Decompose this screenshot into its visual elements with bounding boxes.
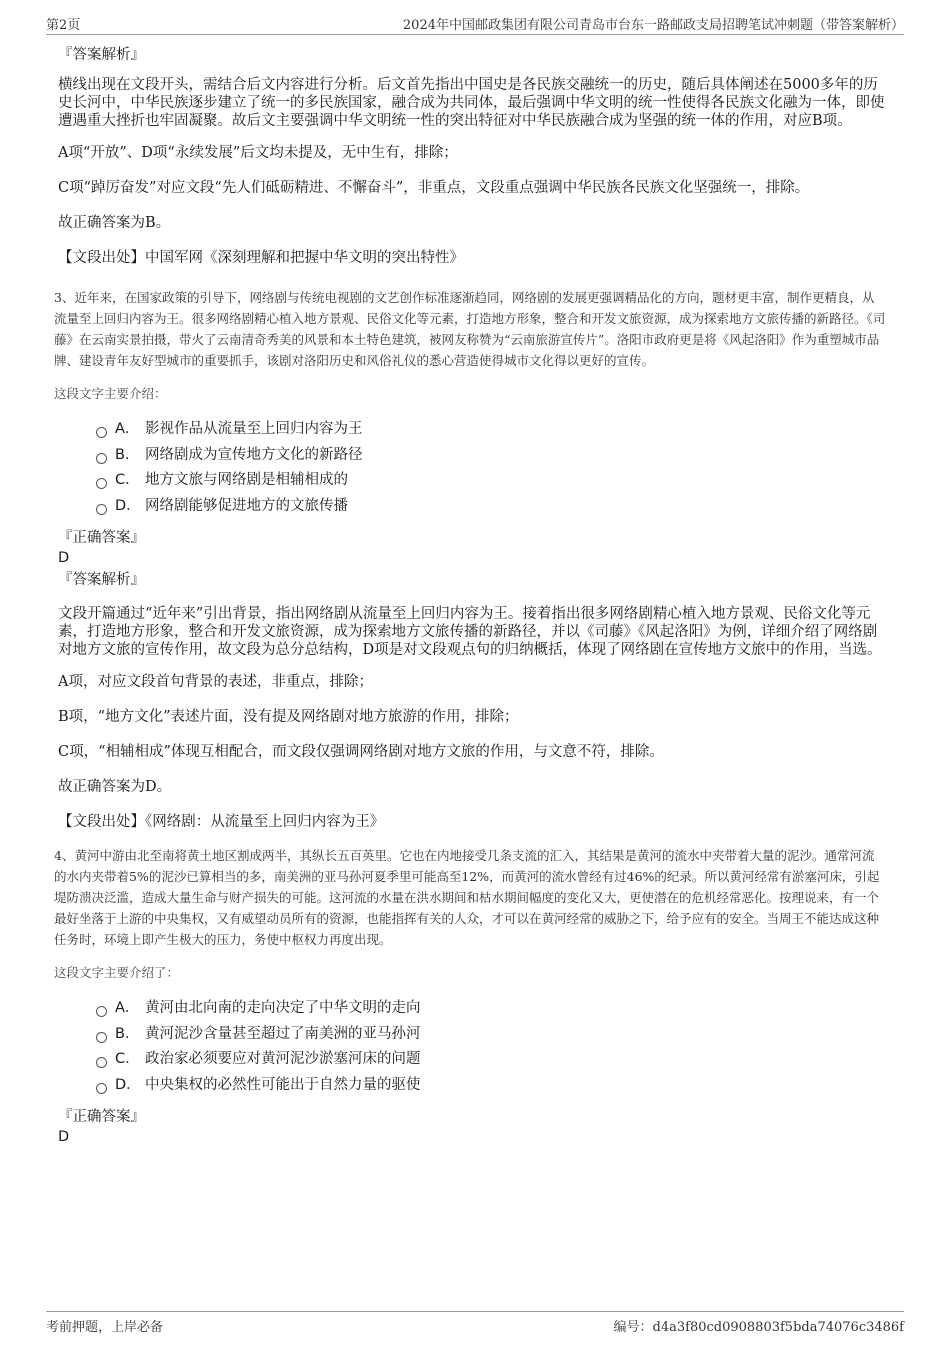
correct-answer-label: 『正确答案』 <box>58 530 145 546</box>
analysis-label: 『答案解析』 <box>58 572 145 588</box>
question-4-options <box>96 996 886 1098</box>
page-header <box>46 14 904 35</box>
radio-icon[interactable] <box>96 1006 107 1017</box>
option-letter: D． <box>115 497 141 514</box>
option-text: 影视作品从流量至上回归内容为王 <box>145 421 363 437</box>
option-d[interactable] <box>96 1073 886 1099</box>
radio-icon[interactable] <box>96 1032 107 1043</box>
option-a[interactable] <box>96 417 886 443</box>
radio-icon[interactable] <box>96 478 107 489</box>
question-4-prompt: 这段文字主要介绍了： <box>54 965 180 980</box>
source-citation: 【文段出处】中国军网《深刻理解和把握中华文明的突出特性》 <box>58 250 464 266</box>
question-4-text: 4、黄河中游由北至南将黄土地区割成两半，其纵长五百英里。它也在内地接受几条支流的汇入，其结果是黄河的流水中夹带着大量的泥沙。通常河流的水内夹带着5%的泥沙已算相当的多，南美洲的亚马孙河夏季里可能高至12%，而黄河的流水曾经有过46%的纪录。所以黄河经常有淤塞河床，引起堤防溃决泛滥，造成大量生命与财产损失的可能。这河流的水量在洪水期间和枯水期间幅度的变化又大，更使潜在的危机经常恶化。按理说来，有一个最好坐落于上游的中央集权，又有威望动员所有的资源，也能指挥有关的人众，才可以在黄河经常的威胁之下，给予应有的安全。当周王不能达成这种任务时，环境上即产生极大的压力，务使中枢权力再度出现。 <box>54 848 880 947</box>
page-number: 第2页 <box>46 18 81 33</box>
option-letter: C． <box>115 472 140 488</box>
option-letter: A． <box>115 421 140 437</box>
analysis-paragraph: B项，“地方文化”表述片面，没有提及网络剧对地方旅游的作用，排除； <box>58 709 519 725</box>
option-c[interactable] <box>96 1047 886 1073</box>
analysis-paragraph: 故正确答案为D。 <box>58 779 172 795</box>
document-id: 编号：d4a3f80cd0908803f5bda74076c3486f <box>613 1320 904 1335</box>
correct-answer: D <box>58 550 70 566</box>
radio-icon[interactable] <box>96 453 107 464</box>
analysis-paragraph: 横线出现在文段开头，需结合后文内容进行分析。后文首先指出中国史是各民族交融统一的历史，随后具体阐述在5000多年的历史长河中，中华民族逐步建立了统一的多民族国家，融合成为共同体，最后强调中华文明的统一性使得各民族文化融为一体，即使遭遇重大挫折也牢固凝聚。故后文主要强调中华文明统一性的突出特征对中华民族融合成为坚强的统一体的作用，对应B项。 <box>58 77 885 129</box>
option-a[interactable] <box>96 996 886 1022</box>
page-content <box>54 38 886 1146</box>
option-c[interactable] <box>96 468 886 494</box>
option-letter: B． <box>115 446 140 463</box>
option-b[interactable] <box>96 443 886 469</box>
analysis-paragraph: C项，“相辅相成”体现互相配合，而文段仅强调网络剧对地方文旅的作用，与文意不符，排除。 <box>58 744 664 760</box>
option-text: 地方文旅与网络剧是相辅相成的 <box>145 472 348 488</box>
option-text: 中央集权的必然性可能出于自然力量的驱使 <box>145 1076 421 1093</box>
option-letter: A． <box>115 1000 140 1016</box>
option-letter: D． <box>115 1076 141 1093</box>
radio-icon[interactable] <box>96 427 107 438</box>
option-b[interactable] <box>96 1022 886 1048</box>
page-footer <box>46 1311 904 1334</box>
document-title: 2024年中国邮政集团有限公司青岛市台东一路邮政支局招聘笔试冲刺题（带答案解析） <box>402 18 904 33</box>
option-text: 政治家必须要应对黄河泥沙淤塞河床的问题 <box>145 1051 421 1067</box>
correct-answer-label: 『正确答案』 <box>58 1109 145 1125</box>
option-letter: B． <box>115 1025 140 1042</box>
question-3-prompt: 这段文字主要介绍： <box>54 386 167 401</box>
correct-answer: D <box>58 1129 70 1145</box>
option-letter: C． <box>115 1051 140 1067</box>
analysis-paragraph: 故正确答案为B。 <box>58 215 171 231</box>
question-3-options <box>96 417 886 519</box>
question-3-text: 3、近年来，在国家政策的引导下，网络剧与传统电视剧的文艺创作标准逐渐趋同，网络剧的发展更强调精品化的方向，题材更丰富，制作更精良，从流量至上回归内容为王。很多网络剧精心植入地方景观、民俗文化等元素，打造地方形象，整合和开发文旅资源，成为探索地方文旅传播的新路径。《司藤》在云南实景拍摄，带火了云南清奇秀美的风景和本土特色建筑，被网友称赞为“云南旅游宣传片”。洛阳市政府更是将《风起洛阳》作为重塑城市品牌、建设青年友好型城市的重要抓手，该剧对洛阳历史和风俗礼仪的悉心营造使得城市文化得以更好的宣传。 <box>54 290 886 368</box>
footer-slogan: 考前押题，上岸必备 <box>46 1320 164 1335</box>
option-text: 黄河泥沙含量甚至超过了南美洲的亚马孙河 <box>145 1025 421 1042</box>
option-text: 网络剧成为宣传地方文化的新路径 <box>145 446 363 463</box>
source-citation: 【文段出处】《网络剧：从流量至上回归内容为王》 <box>58 814 385 830</box>
analysis-paragraph: 文段开篇通过“近年来”引出背景，指出网络剧从流量至上回归内容为王。接着指出很多网络剧精心植入地方景观、民俗文化等元素，打造地方形象，整合和开发文旅资源，成为探索地方文旅传播的新路径，并以《司藤》《风起洛阳》为例，详细介绍了网络剧对地方文旅的宣传作用，故文段为总分总结构，D项是对文段观点句的归纳概括，体现了网络剧在宣传地方文旅中的作用，当选。 <box>58 606 882 658</box>
analysis-paragraph: C项“踔厉奋发”对应文段“先人们砥砺精进、不懈奋斗”，非重点，文段重点强调中华民族各民族文化坚强统一，排除。 <box>58 180 810 196</box>
radio-icon[interactable] <box>96 1083 107 1094</box>
option-text: 网络剧能够促进地方的文旅传播 <box>145 497 348 514</box>
analysis-paragraph: A项，对应文段首句背景的表述，非重点，排除； <box>58 674 373 690</box>
radio-icon[interactable] <box>96 1057 107 1068</box>
option-d[interactable] <box>96 494 886 520</box>
radio-icon[interactable] <box>96 504 107 515</box>
option-text: 黄河由北向南的走向决定了中华文明的走向 <box>145 1000 421 1016</box>
analysis-paragraph: A项“开放”、D项“永续发展”后文均未提及，无中生有，排除； <box>58 145 458 161</box>
analysis-label: 『答案解析』 <box>58 47 145 63</box>
